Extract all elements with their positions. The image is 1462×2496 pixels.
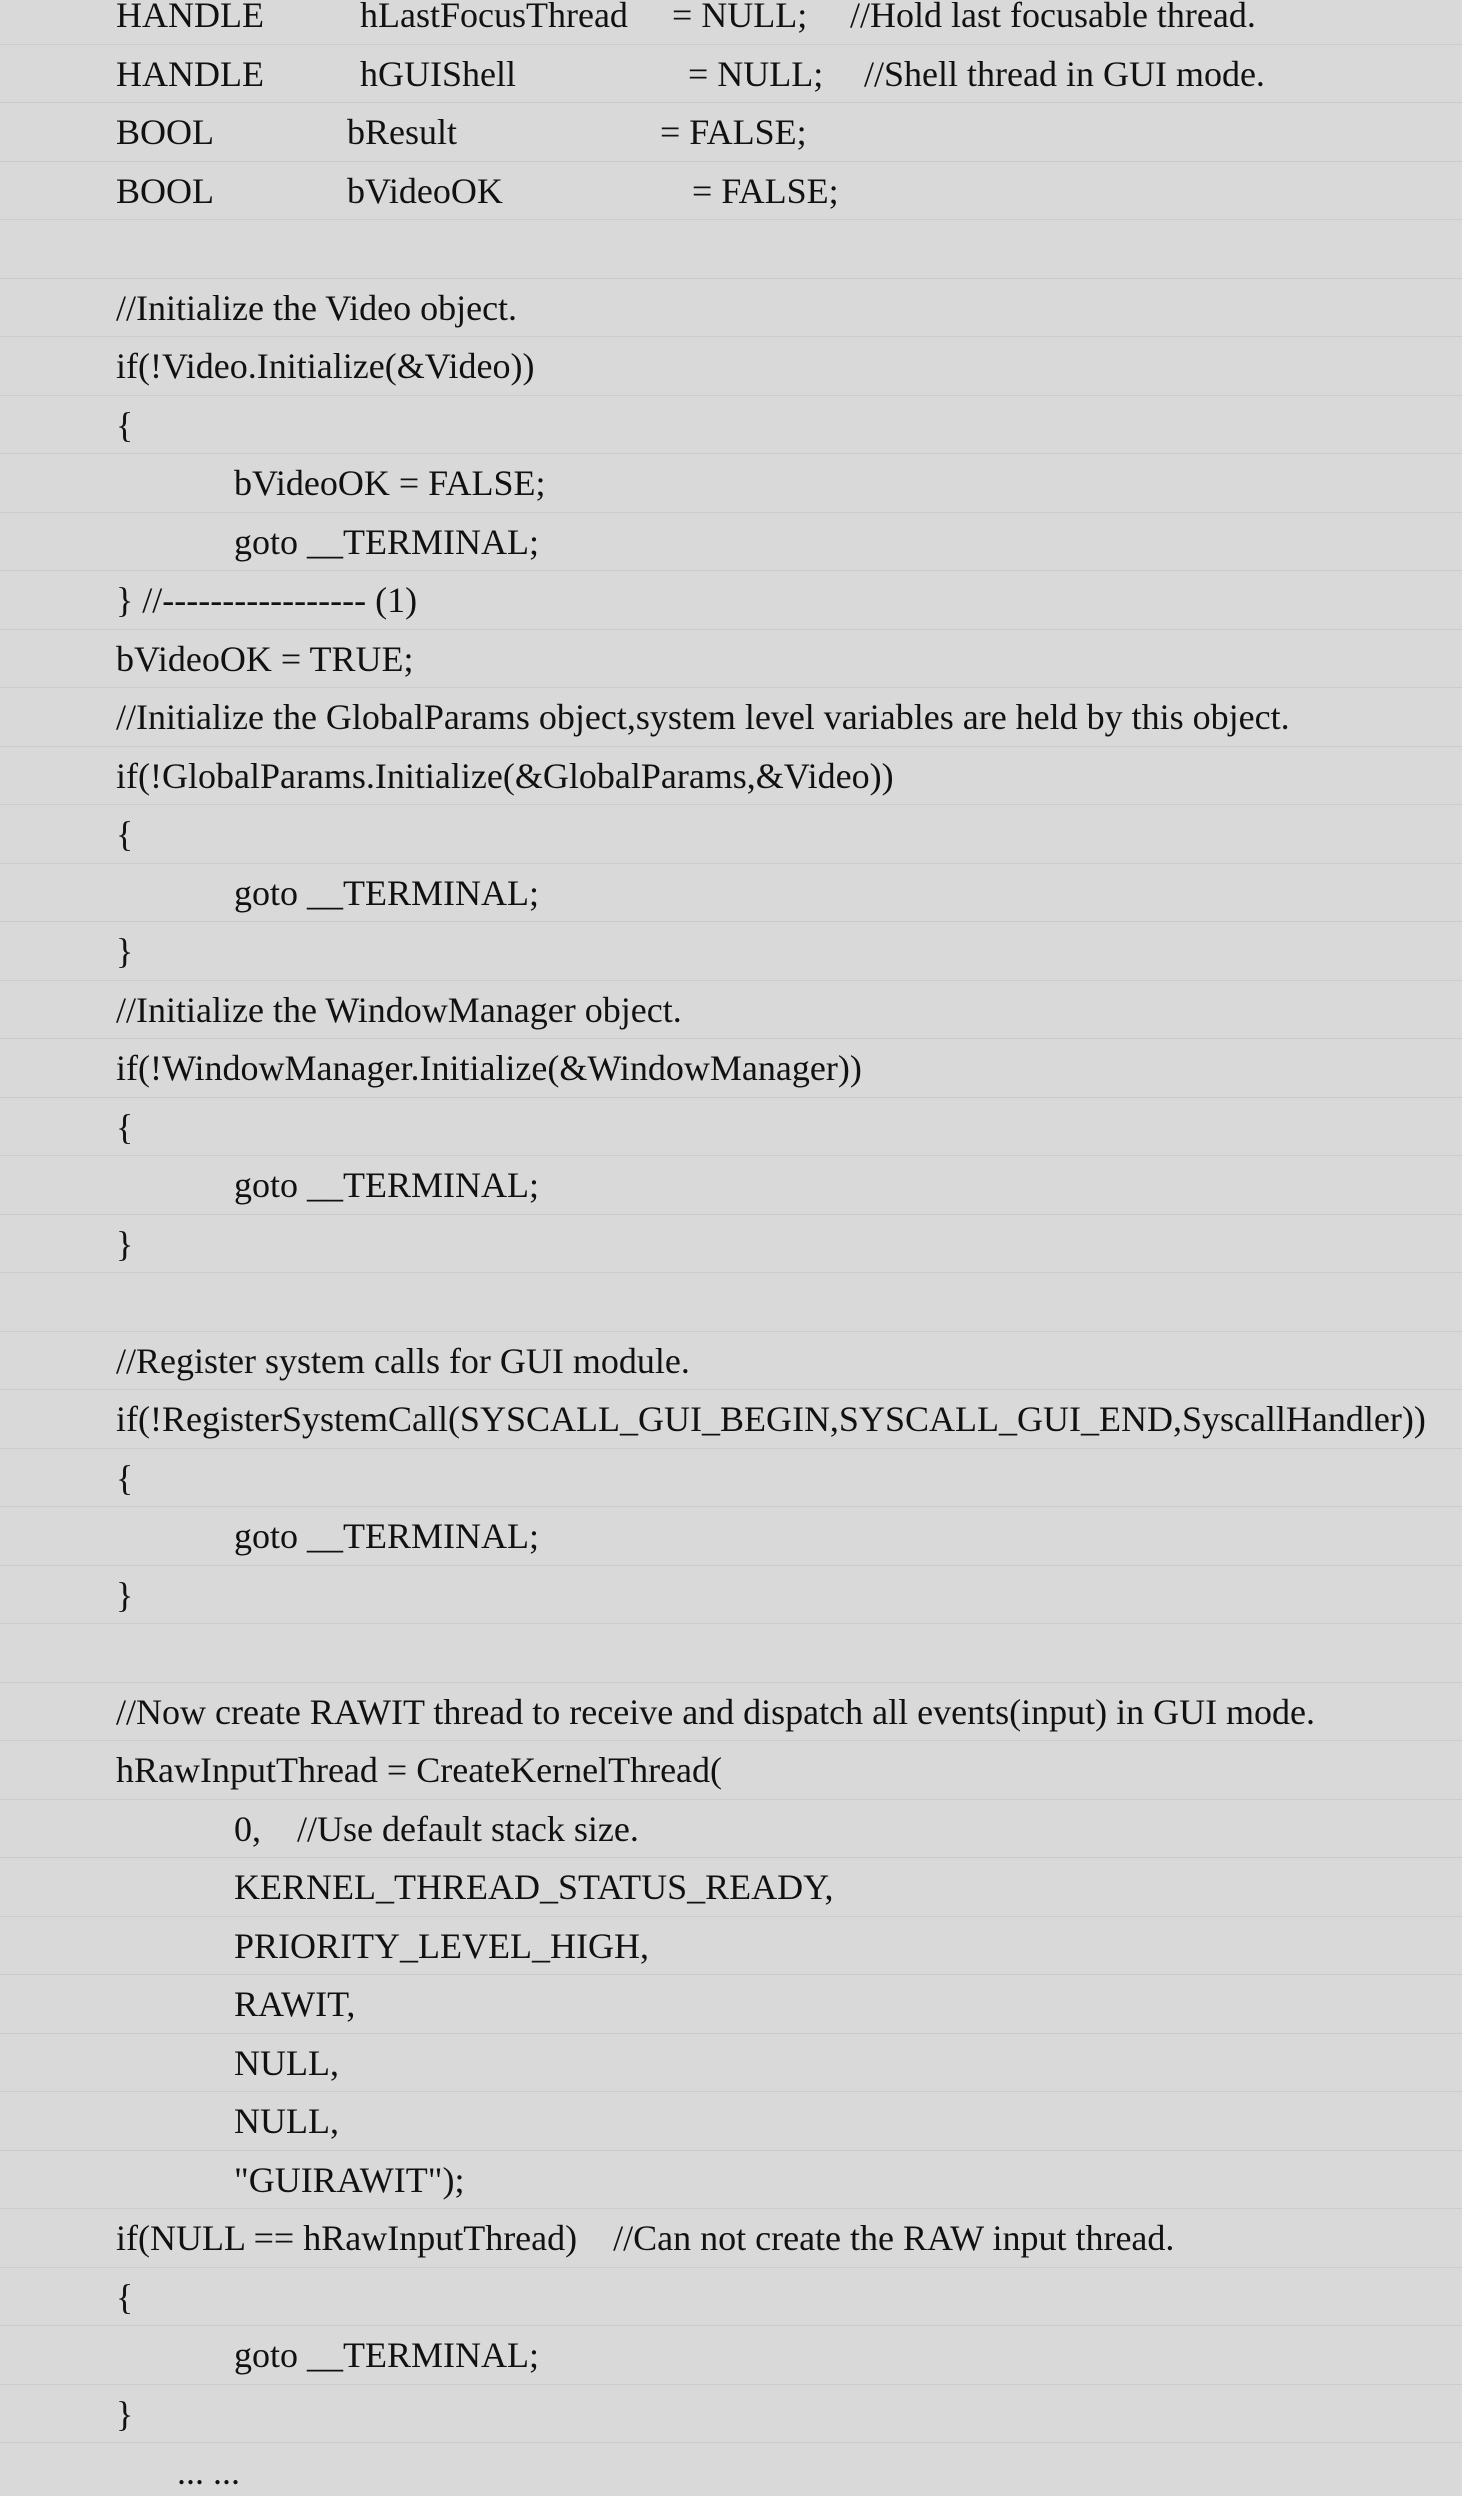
code-line-ellipsis — [0, 2443, 1462, 2496]
code-line — [0, 2268, 1462, 2327]
code-line — [0, 1917, 1462, 1976]
code-comment: //Initialize the GlobalParams object,system level variables are held by this object. — [116, 697, 1290, 737]
code-line-blank — [0, 1273, 1462, 1332]
code-line — [0, 2209, 1462, 2268]
code-line — [0, 2151, 1462, 2210]
code-text: 0, //Use default stack size. — [234, 1808, 639, 1849]
code-text: { — [116, 1457, 134, 1498]
decl-name: hLastFocusThread — [360, 0, 628, 35]
code-line — [0, 1683, 1462, 1742]
code-line — [0, 1332, 1462, 1391]
decl-type: HANDLE — [116, 53, 264, 94]
code-text: { — [116, 404, 134, 445]
code-line — [0, 981, 1462, 1040]
code-text: goto __TERMINAL; — [234, 1165, 539, 1205]
decl-name: hGUIShell — [360, 53, 516, 94]
code-text: PRIORITY_LEVEL_HIGH, — [234, 1925, 649, 1966]
decl-name: bResult — [347, 112, 458, 152]
decl-comment: //Shell thread in GUI mode. — [864, 53, 1265, 94]
code-line — [0, 337, 1462, 396]
code-line — [0, 1449, 1462, 1508]
code-line — [0, 1858, 1462, 1917]
code-text: if(!GlobalParams.Initialize(&GlobalParams,&Video)) — [116, 755, 894, 796]
code-line — [0, 1156, 1462, 1215]
code-line — [0, 2092, 1462, 2151]
code-text: hRawInputThread = CreateKernelThread( — [116, 1750, 723, 1790]
code-line — [0, 1098, 1462, 1157]
code-line — [0, 747, 1462, 806]
code-line — [0, 805, 1462, 864]
code-text: NULL, — [234, 2101, 339, 2141]
code-line — [0, 1215, 1462, 1274]
code-line — [0, 1039, 1462, 1098]
code-text: { — [116, 2276, 134, 2317]
code-comment: //Register system calls for GUI module. — [116, 1340, 690, 1381]
code-text: if(!RegisterSystemCall(SYSCALL_GUI_BEGIN,SYSCALL_GUI_END,SyscallHandler)) — [116, 1399, 1426, 1439]
decl-init: = NULL; — [672, 0, 808, 35]
code-line — [0, 1800, 1462, 1859]
code-line-blank — [0, 1624, 1462, 1683]
code-line — [0, 454, 1462, 513]
code-line — [0, 1390, 1462, 1449]
code-line — [0, 688, 1462, 747]
code-text: } — [116, 1574, 134, 1615]
code-text: } — [116, 931, 134, 971]
decl-type: BOOL — [116, 170, 214, 211]
code-line — [0, 2326, 1462, 2385]
code-comment: //Now create RAWIT thread to receive and dispatch all events(input) in GUI mode. — [116, 1691, 1316, 1732]
code-line-decl-2 — [0, 45, 1462, 104]
code-comment: //Initialize the WindowManager object. — [116, 989, 682, 1030]
code-line-decl-3 — [0, 103, 1462, 162]
code-text: } — [116, 1223, 134, 1264]
code-text: if(!WindowManager.Initialize(&WindowManager)) — [116, 1048, 862, 1088]
code-text: goto __TERMINAL; — [234, 2335, 539, 2375]
decl-init: = NULL; — [688, 53, 824, 94]
code-ellipsis: ... ... — [177, 2452, 240, 2492]
decl-type: HANDLE — [116, 0, 264, 35]
code-line — [0, 1975, 1462, 2034]
code-line — [0, 1566, 1462, 1625]
code-line — [0, 630, 1462, 689]
decl-name: bVideoOK — [347, 170, 503, 211]
code-line-decl-1 — [0, 0, 1462, 45]
code-text: KERNEL_THREAD_STATUS_READY, — [234, 1867, 834, 1907]
code-line — [0, 864, 1462, 923]
code-line — [0, 2034, 1462, 2093]
code-text: bVideoOK = FALSE; — [234, 463, 546, 503]
code-text: if(!Video.Initialize(&Video)) — [116, 346, 535, 386]
decl-init: = FALSE; — [660, 112, 807, 152]
code-text: { — [116, 1106, 134, 1147]
code-text: RAWIT, — [234, 1984, 356, 2024]
code-text: goto __TERMINAL; — [234, 521, 539, 562]
code-text: "GUIRAWIT"); — [234, 2159, 465, 2200]
code-text: } //----------------- (1) — [116, 580, 418, 620]
code-text: if(NULL == hRawInputThread) //Can not create the RAW input thread. — [116, 2218, 1175, 2258]
code-line — [0, 396, 1462, 455]
code-line — [0, 279, 1462, 338]
decl-init: = FALSE; — [692, 170, 839, 211]
code-line — [0, 2385, 1462, 2444]
code-text: { — [116, 814, 134, 854]
code-text: } — [116, 2393, 134, 2434]
code-text: goto __TERMINAL; — [234, 872, 539, 913]
decl-comment: //Hold last focusable thread. — [850, 0, 1256, 35]
code-line — [0, 571, 1462, 630]
code-line — [0, 922, 1462, 981]
code-text: NULL, — [234, 2042, 339, 2083]
code-line — [0, 1741, 1462, 1800]
code-text: bVideoOK = TRUE; — [116, 638, 414, 679]
code-line-blank — [0, 220, 1462, 279]
code-line — [0, 1507, 1462, 1566]
code-text: goto __TERMINAL; — [234, 1516, 539, 1556]
code-comment: //Initialize the Video object. — [116, 287, 518, 328]
code-line — [0, 513, 1462, 572]
decl-type: BOOL — [116, 112, 214, 152]
code-line-decl-4 — [0, 162, 1462, 221]
